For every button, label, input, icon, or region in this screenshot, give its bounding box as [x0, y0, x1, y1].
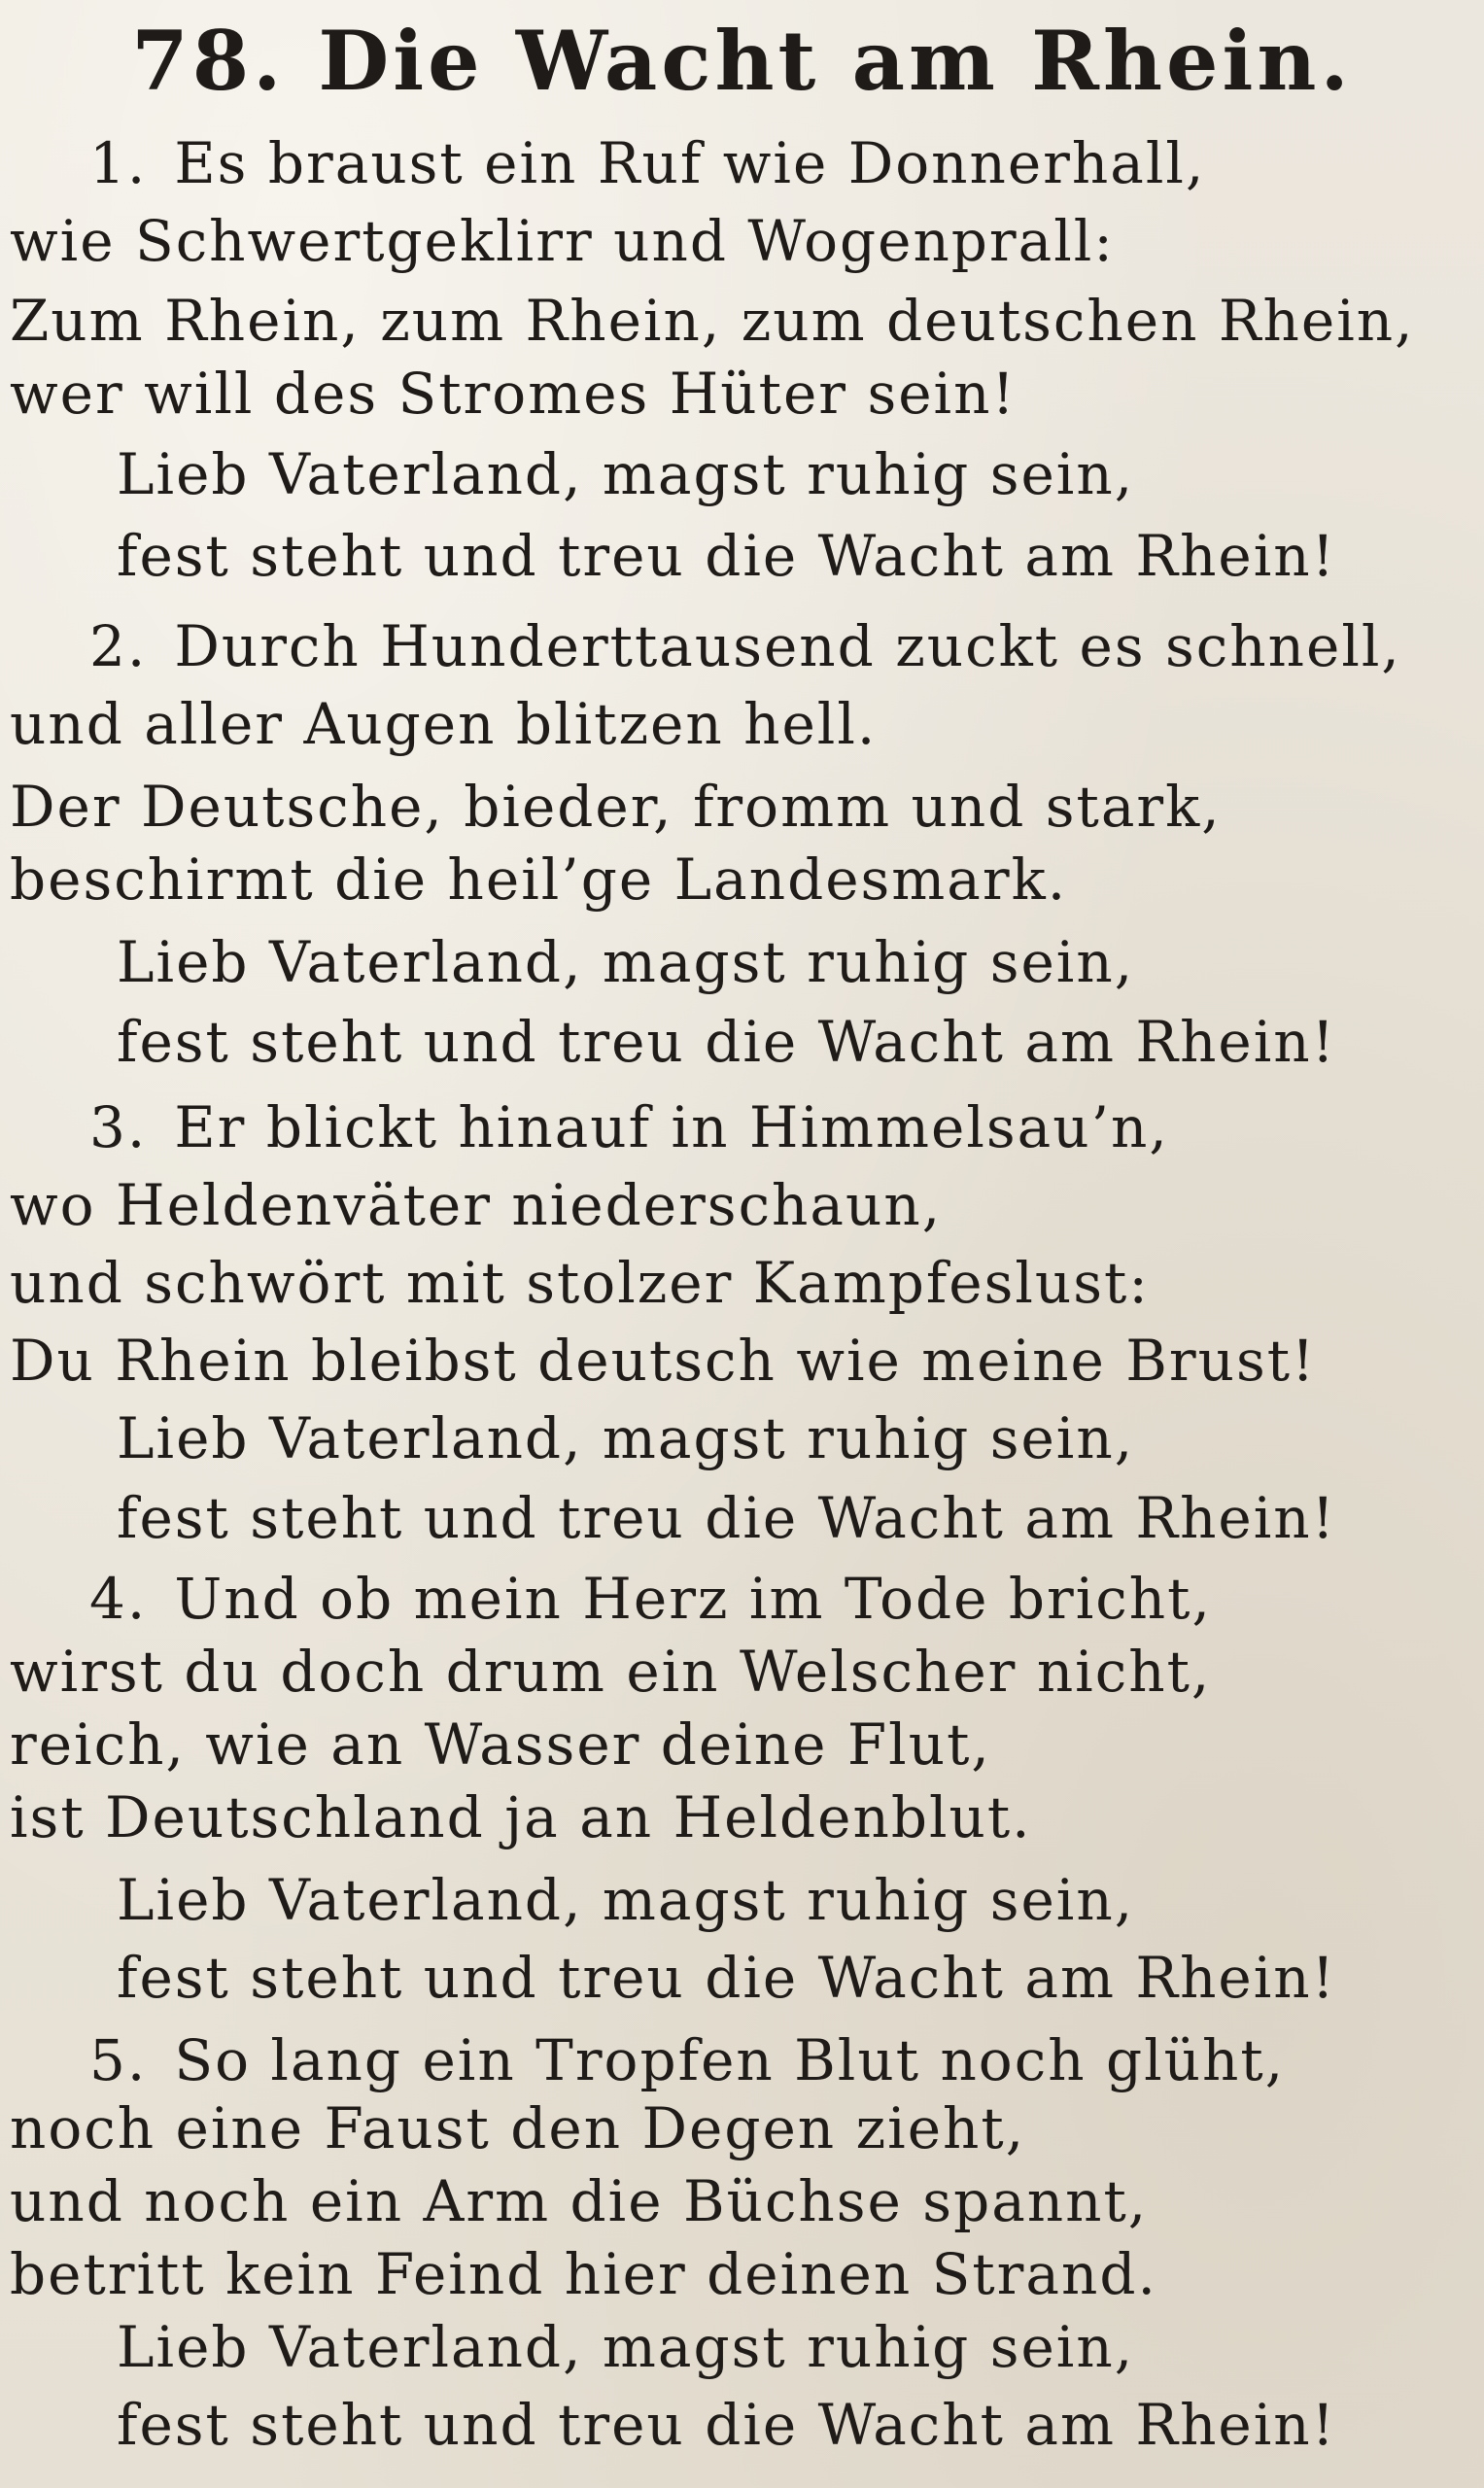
verse-2-refrain-1: Lieb Vaterland, magst ruhig sein,: [117, 929, 1135, 995]
verse-2-number: 2.: [89, 613, 148, 679]
verse-3-refrain-1: Lieb Vaterland, magst ruhig sein,: [117, 1405, 1135, 1471]
verse-3-line-2: wo Heldenväter niederschaun,: [10, 1172, 943, 1238]
verse-2-line-3: Der Deutsche, bieder, fromm und stark,: [10, 774, 1222, 840]
verse-1-line-1: 1. Es braust ein Ruf wie Donnerhall,: [89, 130, 1206, 196]
verse-3-refrain-2: fest steht und treu die Wacht am Rhein!: [117, 1485, 1336, 1551]
verse-2-line-2: und aller Augen blitzen hell.: [10, 691, 878, 757]
verse-1-line-3: Zum Rhein, zum Rhein, zum deutschen Rhein,: [10, 288, 1415, 354]
verse-4-refrain-1: Lieb Vaterland, magst ruhig sein,: [117, 1867, 1135, 1933]
verse-5-line-3: und noch ein Arm die Büchse spannt,: [10, 2168, 1149, 2234]
verse-1-line-4: wer will des Stromes Hüter sein!: [10, 361, 1017, 427]
verse-4-line-2: wirst du doch drum ein Welscher nicht,: [10, 1639, 1212, 1705]
verse-5-line-2: noch eine Faust den Degen zieht,: [10, 2095, 1026, 2161]
song-number: 78.: [131, 13, 286, 109]
verse-4-number: 4.: [89, 1566, 148, 1632]
verse-3-line-4: Du Rhein bleibst deutsch wie meine Brust!: [10, 1328, 1317, 1394]
verse-4-refrain-2: fest steht und treu die Wacht am Rhein!: [117, 1945, 1336, 2011]
verse-5-number: 5.: [89, 2027, 148, 2093]
verse-1-line-2: wie Schwertgeklirr und Wogenprall:: [10, 208, 1115, 274]
verse-5-refrain-2: fest steht und treu die Wacht am Rhein!: [117, 2392, 1336, 2458]
song-heading: [0, 8, 1484, 115]
verse-1-number: 1.: [89, 130, 148, 196]
verse-5-line-1: 5. So lang ein Tropfen Blut noch glüht,: [89, 2027, 1286, 2093]
verse-5-refrain-1: Lieb Vaterland, magst ruhig sein,: [117, 2314, 1135, 2380]
verse-2-refrain-2: fest steht und treu die Wacht am Rhein!: [117, 1009, 1336, 1075]
verse-4-line-3: reich, wie an Wasser deine Flut,: [10, 1711, 991, 1778]
verse-5-line-4: betritt kein Feind hier deinen Strand.: [10, 2241, 1157, 2307]
verse-3-line-1: 3. Er blickt hinauf in Himmelsau’n,: [89, 1094, 1169, 1160]
verse-3-line-3: und schwört mit stolzer Kampfeslust:: [10, 1250, 1150, 1316]
verse-2-line-4: beschirmt die heil’ge Landesmark.: [10, 847, 1068, 913]
verse-2-line-1: 2. Durch Hunderttausend zuckt es schnell,: [89, 613, 1401, 679]
song-title: Die Wacht am Rhein.: [318, 13, 1353, 109]
verse-4-line-1: 4. Und ob mein Herz im Tode bricht,: [89, 1566, 1212, 1632]
verse-4-line-4: ist Deutschland ja an Heldenblut.: [10, 1784, 1032, 1850]
verse-1-refrain-1: Lieb Vaterland, magst ruhig sein,: [117, 441, 1135, 507]
verse-1-refrain-2: fest steht und treu die Wacht am Rhein!: [117, 523, 1336, 589]
verse-3-number: 3.: [89, 1094, 148, 1160]
